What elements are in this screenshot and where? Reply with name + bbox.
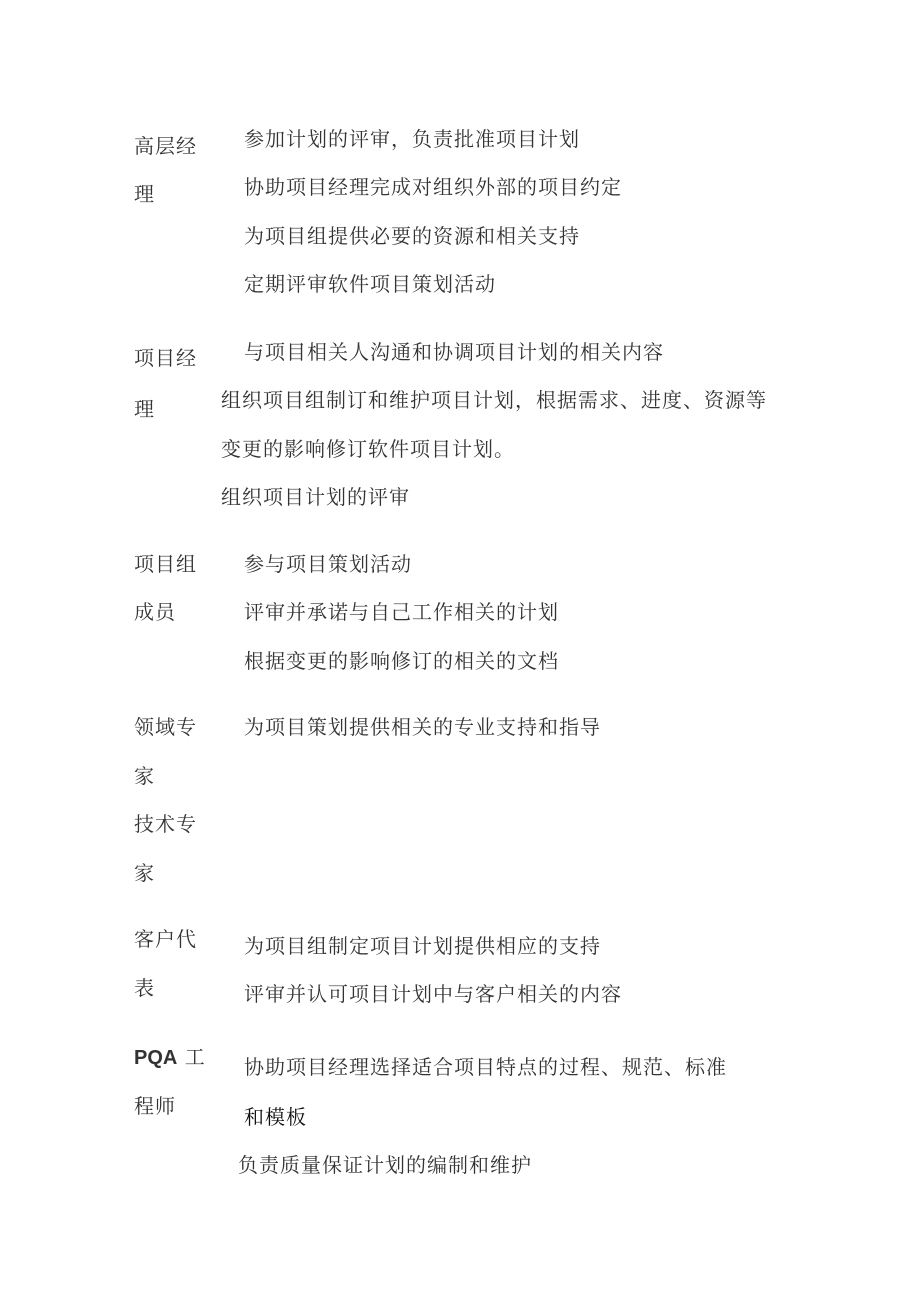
duty-item: 参与项目策划活动 [244, 552, 412, 576]
duty-item: 评审并认可项目计划中与客户相关的内容 [244, 982, 622, 1006]
duty-item: 为项目策划提供相关的专业支持和指导 [244, 715, 601, 739]
role-label-team-member-cont: 成员 [134, 600, 176, 624]
duty-item: 定期评审软件项目策划活动 [244, 272, 496, 296]
role-label-domain-expert-cont: 家 [134, 764, 155, 788]
duty-item: 负责质量保证计划的编制和维护 [238, 1153, 532, 1177]
duty-item: 为项目组制定项目计划提供相应的支持 [244, 934, 601, 958]
role-label-senior-manager: 高层经 [134, 134, 197, 158]
role-label-customer-rep-cont: 表 [134, 976, 155, 1000]
duty-item: 与项目相关人沟通和协调项目计划的相关内容 [244, 340, 664, 364]
role-label-senior-manager-cont: 理 [134, 182, 155, 206]
role-label-project-manager-cont: 理 [134, 397, 155, 421]
role-label-project-manager: 项目经 [134, 346, 197, 370]
duty-item: 评审并承诺与自己工作相关的计划 [244, 600, 559, 624]
duty-item: 和模板 [244, 1105, 307, 1129]
duty-item: 为项目组提供必要的资源和相关支持 [244, 224, 580, 248]
role-label-pqa-engineer-cont: 程师 [134, 1094, 176, 1118]
role-label-team-member: 项目组 [134, 552, 197, 576]
duty-item: 变更的影响修订软件项目计划。 [221, 437, 515, 461]
role-label-tech-expert-cont: 家 [134, 861, 155, 885]
duty-item: 协助项目经理完成对组织外部的项目约定 [244, 175, 622, 199]
duty-item: 组织项目计划的评审 [221, 485, 410, 509]
role-label-customer-rep: 客户代 [134, 927, 197, 951]
duty-item: 根据变更的影响修订的相关的文档 [244, 649, 559, 673]
duty-item: 组织项目组制订和维护项目计划，根据需求、进度、资源等 [221, 388, 767, 412]
duty-item: 参加计划的评审，负责批准项目计划 [244, 127, 580, 151]
role-label-pqa-engineer: PQA 工 [134, 1045, 206, 1069]
role-label-domain-expert: 领域专 [134, 715, 197, 739]
role-label-tech-expert: 技术专 [134, 812, 197, 836]
duty-item: 协助项目经理选择适合项目特点的过程、规范、标准 [244, 1055, 727, 1079]
